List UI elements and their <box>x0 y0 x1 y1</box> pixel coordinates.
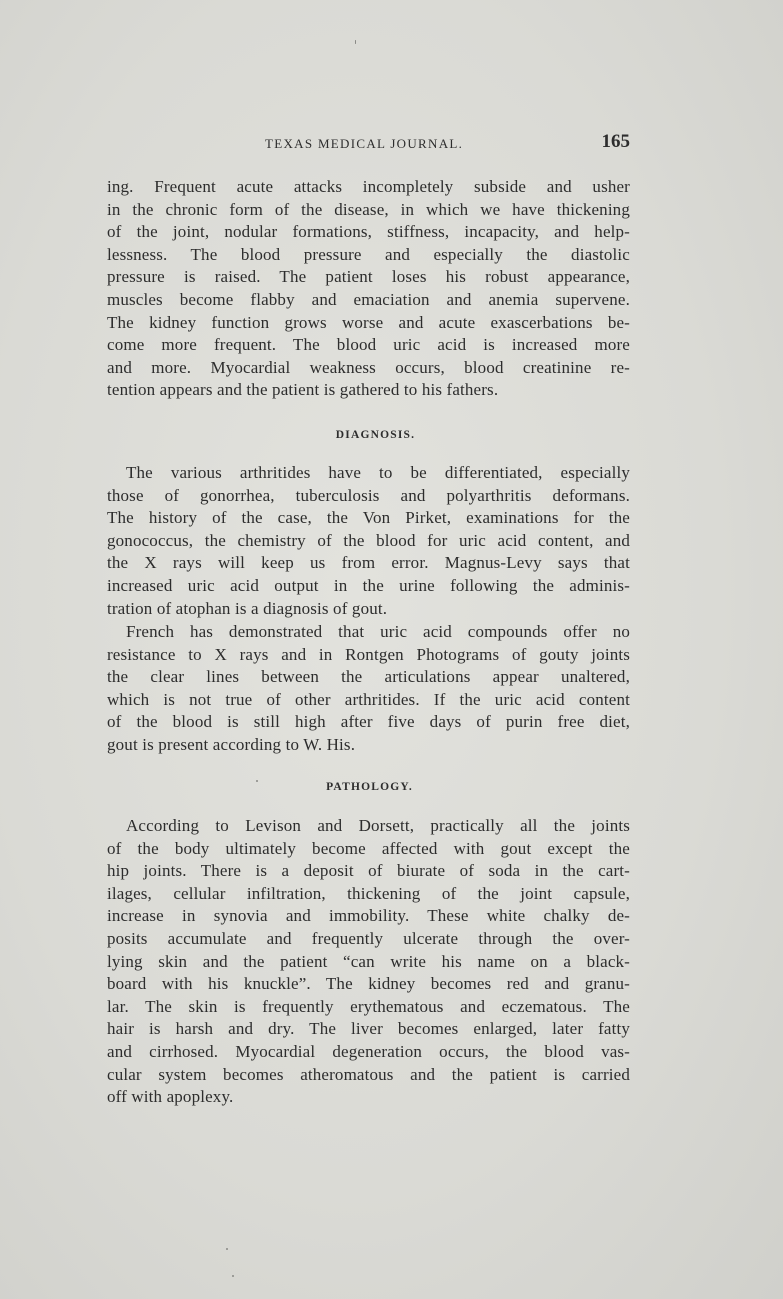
text-line: The kidney function grows worse and acute exascerbations be- <box>107 312 630 332</box>
paragraph-diagnosis-2 <box>107 621 630 757</box>
paper-speck <box>226 1248 228 1250</box>
text-line: muscles become flabby and emaciation and anemia supervene. <box>107 289 630 309</box>
text-line: lying skin and the patient “can write his name on a black- <box>107 951 630 971</box>
text-line: lessness. The blood pressure and especially the diastolic <box>107 244 630 264</box>
text-line: hip joints. There is a deposit of biurate of soda in the cart- <box>107 861 630 881</box>
text-line: resistance to X rays and in Rontgen Photograms of gouty joints <box>107 644 630 664</box>
text-line: lar. The skin is frequently erythematous and eczematous. The <box>107 996 630 1016</box>
text-line: cular system becomes atheromatous and the patient is carried <box>107 1064 630 1084</box>
text-line: tration of atophan is a diagnosis of gout. <box>107 598 388 618</box>
text-line: of the blood is still high after five days of purin free diet, <box>107 712 630 732</box>
text-line: increased uric acid output in the urine following the adminis- <box>107 575 630 595</box>
text-line: posits accumulate and frequently ulcerate through the over- <box>107 928 630 948</box>
text-line: The history of the case, the Von Pirket, examinations for the <box>107 508 630 528</box>
text-line: The various arthritides have to be differentiated, especially <box>126 463 630 482</box>
text-line: pressure is raised. The patient loses his robust appearance, <box>107 267 630 287</box>
text-line: come more frequent. The blood uric acid is increased more <box>107 335 630 355</box>
text-line: and more. Myocardial weakness occurs, blood creatinine re- <box>107 357 630 377</box>
paper-speck <box>232 1275 234 1277</box>
text-line: increase in synovia and immobility. These white chalky de- <box>107 906 630 926</box>
text-line: board with his knuckle”. The kidney becomes red and granu- <box>107 974 630 994</box>
section-heading-diagnosis: DIAGNOSIS. <box>335 429 416 441</box>
text-line: the clear lines between the articulations appear unaltered, <box>107 667 630 687</box>
text-line: hair is harsh and dry. The liver becomes enlarged, later fatty <box>107 1019 630 1039</box>
text-line: of the joint, nodular formations, stiffness, incapacity, and help- <box>107 222 630 242</box>
paragraph-symptoms-continued <box>107 176 630 402</box>
text-line: the X rays will keep us from error. Magnus-Levy says that <box>107 553 630 573</box>
paragraph-diagnosis-1 <box>107 462 630 620</box>
text-line: which is not true of other arthritides. If the uric acid content <box>107 689 630 709</box>
text-line: of the body ultimately become affected with gout except the <box>107 838 630 858</box>
text-line: ilages, cellular infiltration, thickening of the joint capsule, <box>107 883 630 903</box>
text-line: French has demonstrated that uric acid compounds offer no <box>126 622 630 641</box>
text-line: gonococcus, the chemistry of the blood for uric acid content, and <box>107 530 630 550</box>
running-title: TEXAS MEDICAL JOURNAL. <box>265 136 464 151</box>
section-heading-pathology: PATHOLOGY. <box>326 781 413 793</box>
page-header <box>107 131 630 155</box>
paragraph-pathology <box>107 815 630 1109</box>
text-line: According to Levison and Dorsett, practically all the joints <box>126 816 630 835</box>
text-line: ing. Frequent acute attacks incompletely subside and usher <box>107 177 630 196</box>
page-number: 165 <box>601 131 630 152</box>
text-line: in the chronic form of the disease, in which we have thickening <box>107 199 630 219</box>
text-line: and cirrhosed. Myocardial degeneration occurs, the blood vas- <box>107 1041 630 1061</box>
paper-speck <box>355 40 356 44</box>
text-line: those of gonorrhea, tuberculosis and polyarthritis deformans. <box>107 485 630 505</box>
text-line: gout is present according to W. His. <box>107 734 356 754</box>
text-line: off with apoplexy. <box>107 1087 234 1107</box>
paper-speck <box>256 780 258 782</box>
text-line: tention appears and the patient is gathered to his fathers. <box>107 380 499 400</box>
